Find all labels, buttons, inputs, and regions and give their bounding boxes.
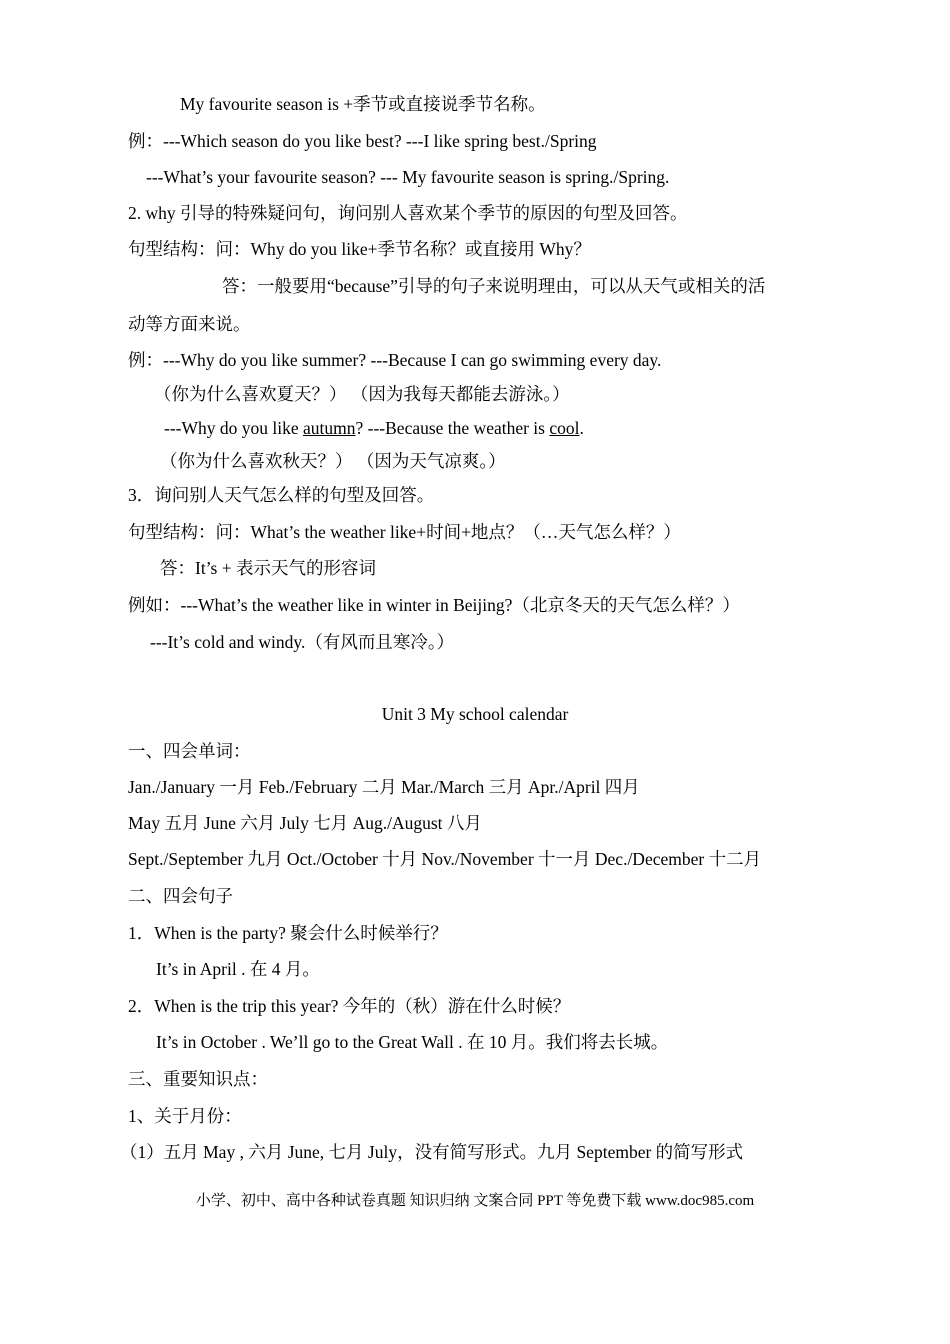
text-line: 例：---Why do you like summer? ---Because I can go swimming every day.: [128, 350, 662, 370]
text-line: ---What’s your favourite season? --- My favourite season is spring./Spring.: [146, 167, 670, 187]
vocab-line: May 五月 June 六月 July 七月 Aug./August 八月: [128, 813, 482, 833]
text-line: 答：It’s + 表示天气的形容词: [160, 558, 376, 578]
section-title: Unit 3 My school calendar: [381, 704, 569, 724]
text-line: （你为什么喜欢夏天？） （因为我每天都能去游泳。）: [154, 384, 570, 404]
sentence-answer: It’s in October . We’ll go to the Great Wall . 在 10 月。我们将去长城。: [156, 1032, 669, 1052]
text-line: 句型结构：问：What’s the weather like+时间+地点？（…天气怎么样？）: [128, 522, 681, 542]
vocab-line: Sept./September 九月 Oct./October 十月 Nov./November 十一月 Dec./December 十二月: [128, 849, 762, 869]
section-heading: 二、四会句子: [128, 886, 233, 906]
text-line: [164, 417, 584, 439]
page-footer: 小学、初中、高中各种试卷真题 知识归纳 文案合同 PPT 等免费下载 www.doc985.com: [195, 1193, 755, 1209]
text-line: 例：---Which season do you like best? ---I like spring best./Spring: [128, 131, 597, 151]
text-line: 例如：---What’s the weather like in winter in Beijing?（北京冬天的天气怎么样？）: [128, 595, 740, 615]
sentence-question: 1．When is the party? 聚会什么时候举行？: [128, 923, 448, 943]
text-line: 2. why 引导的特殊疑问句，询问别人喜欢某个季节的原因的句型及回答。: [128, 203, 688, 223]
vocab-line: Jan./January 一月 Feb./February 二月 Mar./March 三月 Apr./April 四月: [128, 777, 640, 797]
text-line: My favourite season is +季节或直接说季节名称。: [180, 94, 546, 114]
text-line: 句型结构：问：Why do you like+季节名称？或直接用 Why？: [128, 239, 591, 259]
text-segment: ---Why do you like: [164, 418, 303, 438]
text-line: （你为什么喜欢秋天？） （因为天气凉爽。）: [160, 451, 506, 471]
text-segment: .: [579, 418, 584, 438]
text-line: 动等方面来说。: [128, 314, 251, 334]
sentence-answer: It’s in April . 在 4 月。: [156, 959, 320, 979]
text-line: （1）五月 May , 六月 June, 七月 July，没有简写形式。九月 September 的简写形式: [120, 1142, 744, 1162]
section-heading: 一、四会单词：: [128, 741, 251, 761]
underlined-word: autumn: [303, 418, 356, 438]
text-segment: ? ---Because the weather is: [355, 418, 550, 438]
underlined-word: cool: [549, 418, 580, 438]
text-line: 答：一般要用“because”引导的句子来说明理由，可以从天气或相关的活: [222, 276, 766, 296]
sentence-question: 2．When is the trip this year? 今年的（秋）游在什么时候？: [128, 996, 571, 1016]
text-line: ---It’s cold and windy.（有风而且寒冷。）: [150, 632, 455, 652]
text-line: 1、关于月份：: [128, 1106, 242, 1126]
section-heading: 三、重要知识点：: [128, 1069, 268, 1089]
text-line: 3．询问别人天气怎么样的句型及回答。: [128, 485, 435, 505]
